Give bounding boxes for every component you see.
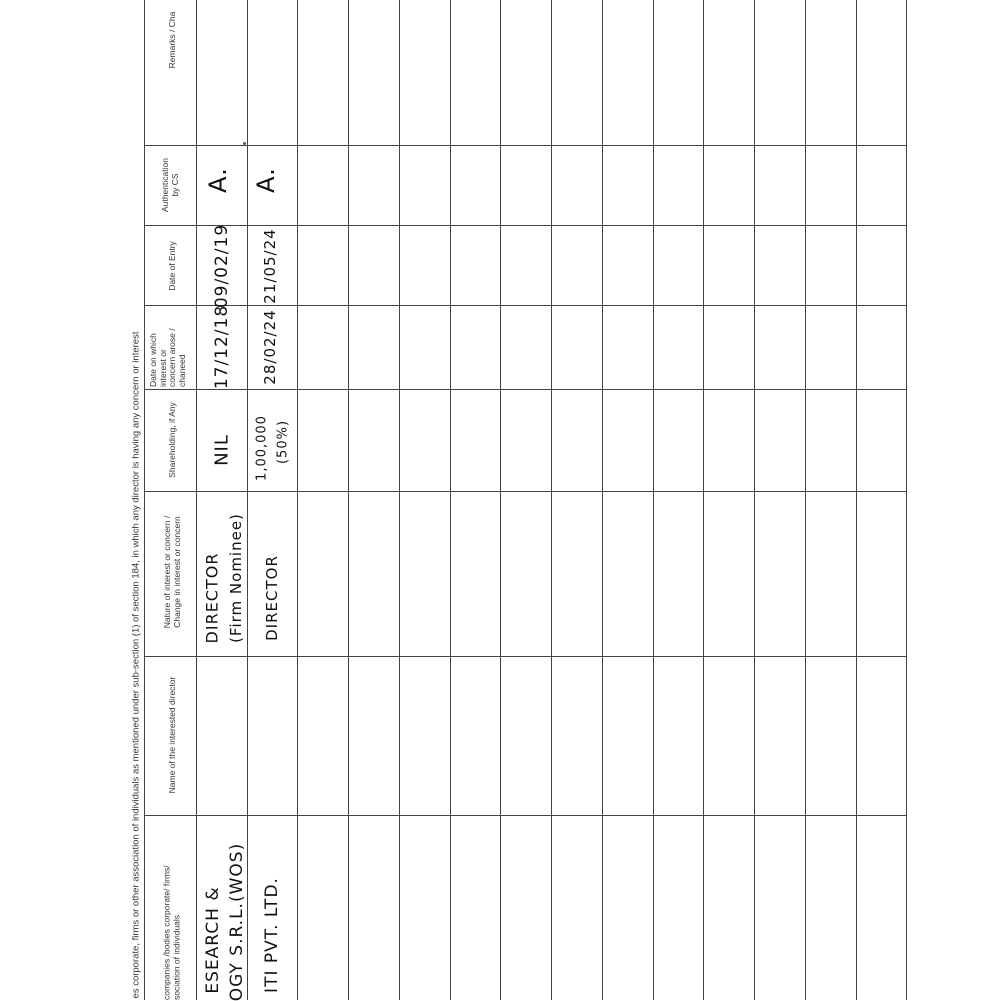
header-shareholding: Shareholding, if Any	[167, 402, 177, 478]
row1-authentication-signature: A.	[204, 167, 232, 193]
header-date-interest-line1: Date on which	[148, 333, 158, 387]
header-nature	[162, 516, 182, 628]
header-nature-line2: Change in interest or concern	[172, 516, 182, 628]
row1-company-line1: ESEARCH &	[203, 886, 223, 994]
header-date-entry: Date of Entry	[167, 241, 177, 291]
header-date-interest	[149, 307, 187, 387]
row-divider	[144, 815, 907, 816]
column-divider	[856, 0, 857, 1000]
header-director-name: Name of the interested director	[167, 676, 177, 794]
header-date-interest-line2: interest or	[157, 349, 168, 387]
column-divider	[399, 0, 400, 1000]
column-divider	[703, 0, 704, 1000]
header-nature-line1: Nature of interest or concern /	[162, 515, 172, 629]
header-remarks: Remarks / Cha	[167, 11, 177, 69]
header-date-interest-line3: concern arose /	[167, 328, 177, 387]
row2-company-line1: ITI PVT. LTD.	[262, 877, 282, 993]
row-divider	[144, 225, 907, 226]
row1-company-line2: OGY S.R.L.(WOS)	[227, 842, 247, 1001]
row-divider	[144, 491, 907, 492]
register-title: es corporate, firms or other association of individuals as mentioned under sub-section (1) of section 184, in which any director is having any concern or interest	[130, 331, 142, 999]
column-divider	[144, 0, 145, 1000]
row-divider	[144, 145, 907, 146]
row2-date-entry: 21/05/24	[261, 228, 279, 304]
row2-authentication-signature: A.	[252, 167, 280, 193]
column-divider	[247, 0, 248, 1000]
row1-nature-line1: DIRECTOR	[202, 552, 222, 644]
row1-date-entry: 09/02/19	[212, 223, 232, 309]
header-authentication-line1: Authentication	[160, 158, 170, 212]
header-date-interest-line4: chaneed	[176, 354, 187, 387]
column-divider	[653, 0, 654, 1000]
row2-nature-line1: DIRECTOR	[263, 555, 281, 641]
header-companies-line1: companies /bodies corporate/ firms/	[161, 865, 172, 1000]
row2-date-interest: 28/02/24	[261, 309, 279, 385]
column-divider	[906, 0, 907, 1000]
row2-shareholding-line1: 1,00,000	[254, 415, 270, 481]
row-divider	[144, 656, 907, 657]
column-divider	[297, 0, 298, 1000]
column-divider	[805, 0, 806, 1000]
row1-shareholding: NIL	[211, 434, 233, 466]
column-divider	[551, 0, 552, 1000]
column-divider	[450, 0, 451, 1000]
column-divider	[500, 0, 501, 1000]
row-divider	[144, 389, 907, 390]
column-divider	[602, 0, 603, 1000]
header-companies	[163, 850, 182, 1000]
column-divider	[348, 0, 349, 1000]
column-divider	[754, 0, 755, 1000]
header-companies-line2: sociation of individuals	[171, 914, 181, 1000]
row-divider	[144, 305, 907, 306]
header-authentication	[160, 158, 180, 212]
row1-nature-line2: (Firm Nominee)	[227, 513, 245, 643]
row2-shareholding-line2: (50%)	[275, 419, 291, 465]
column-divider	[196, 0, 197, 1000]
row1-date-interest: 17/12/18	[212, 304, 232, 390]
header-authentication-line2: by CS	[170, 173, 180, 197]
ink-dot	[243, 142, 246, 145]
